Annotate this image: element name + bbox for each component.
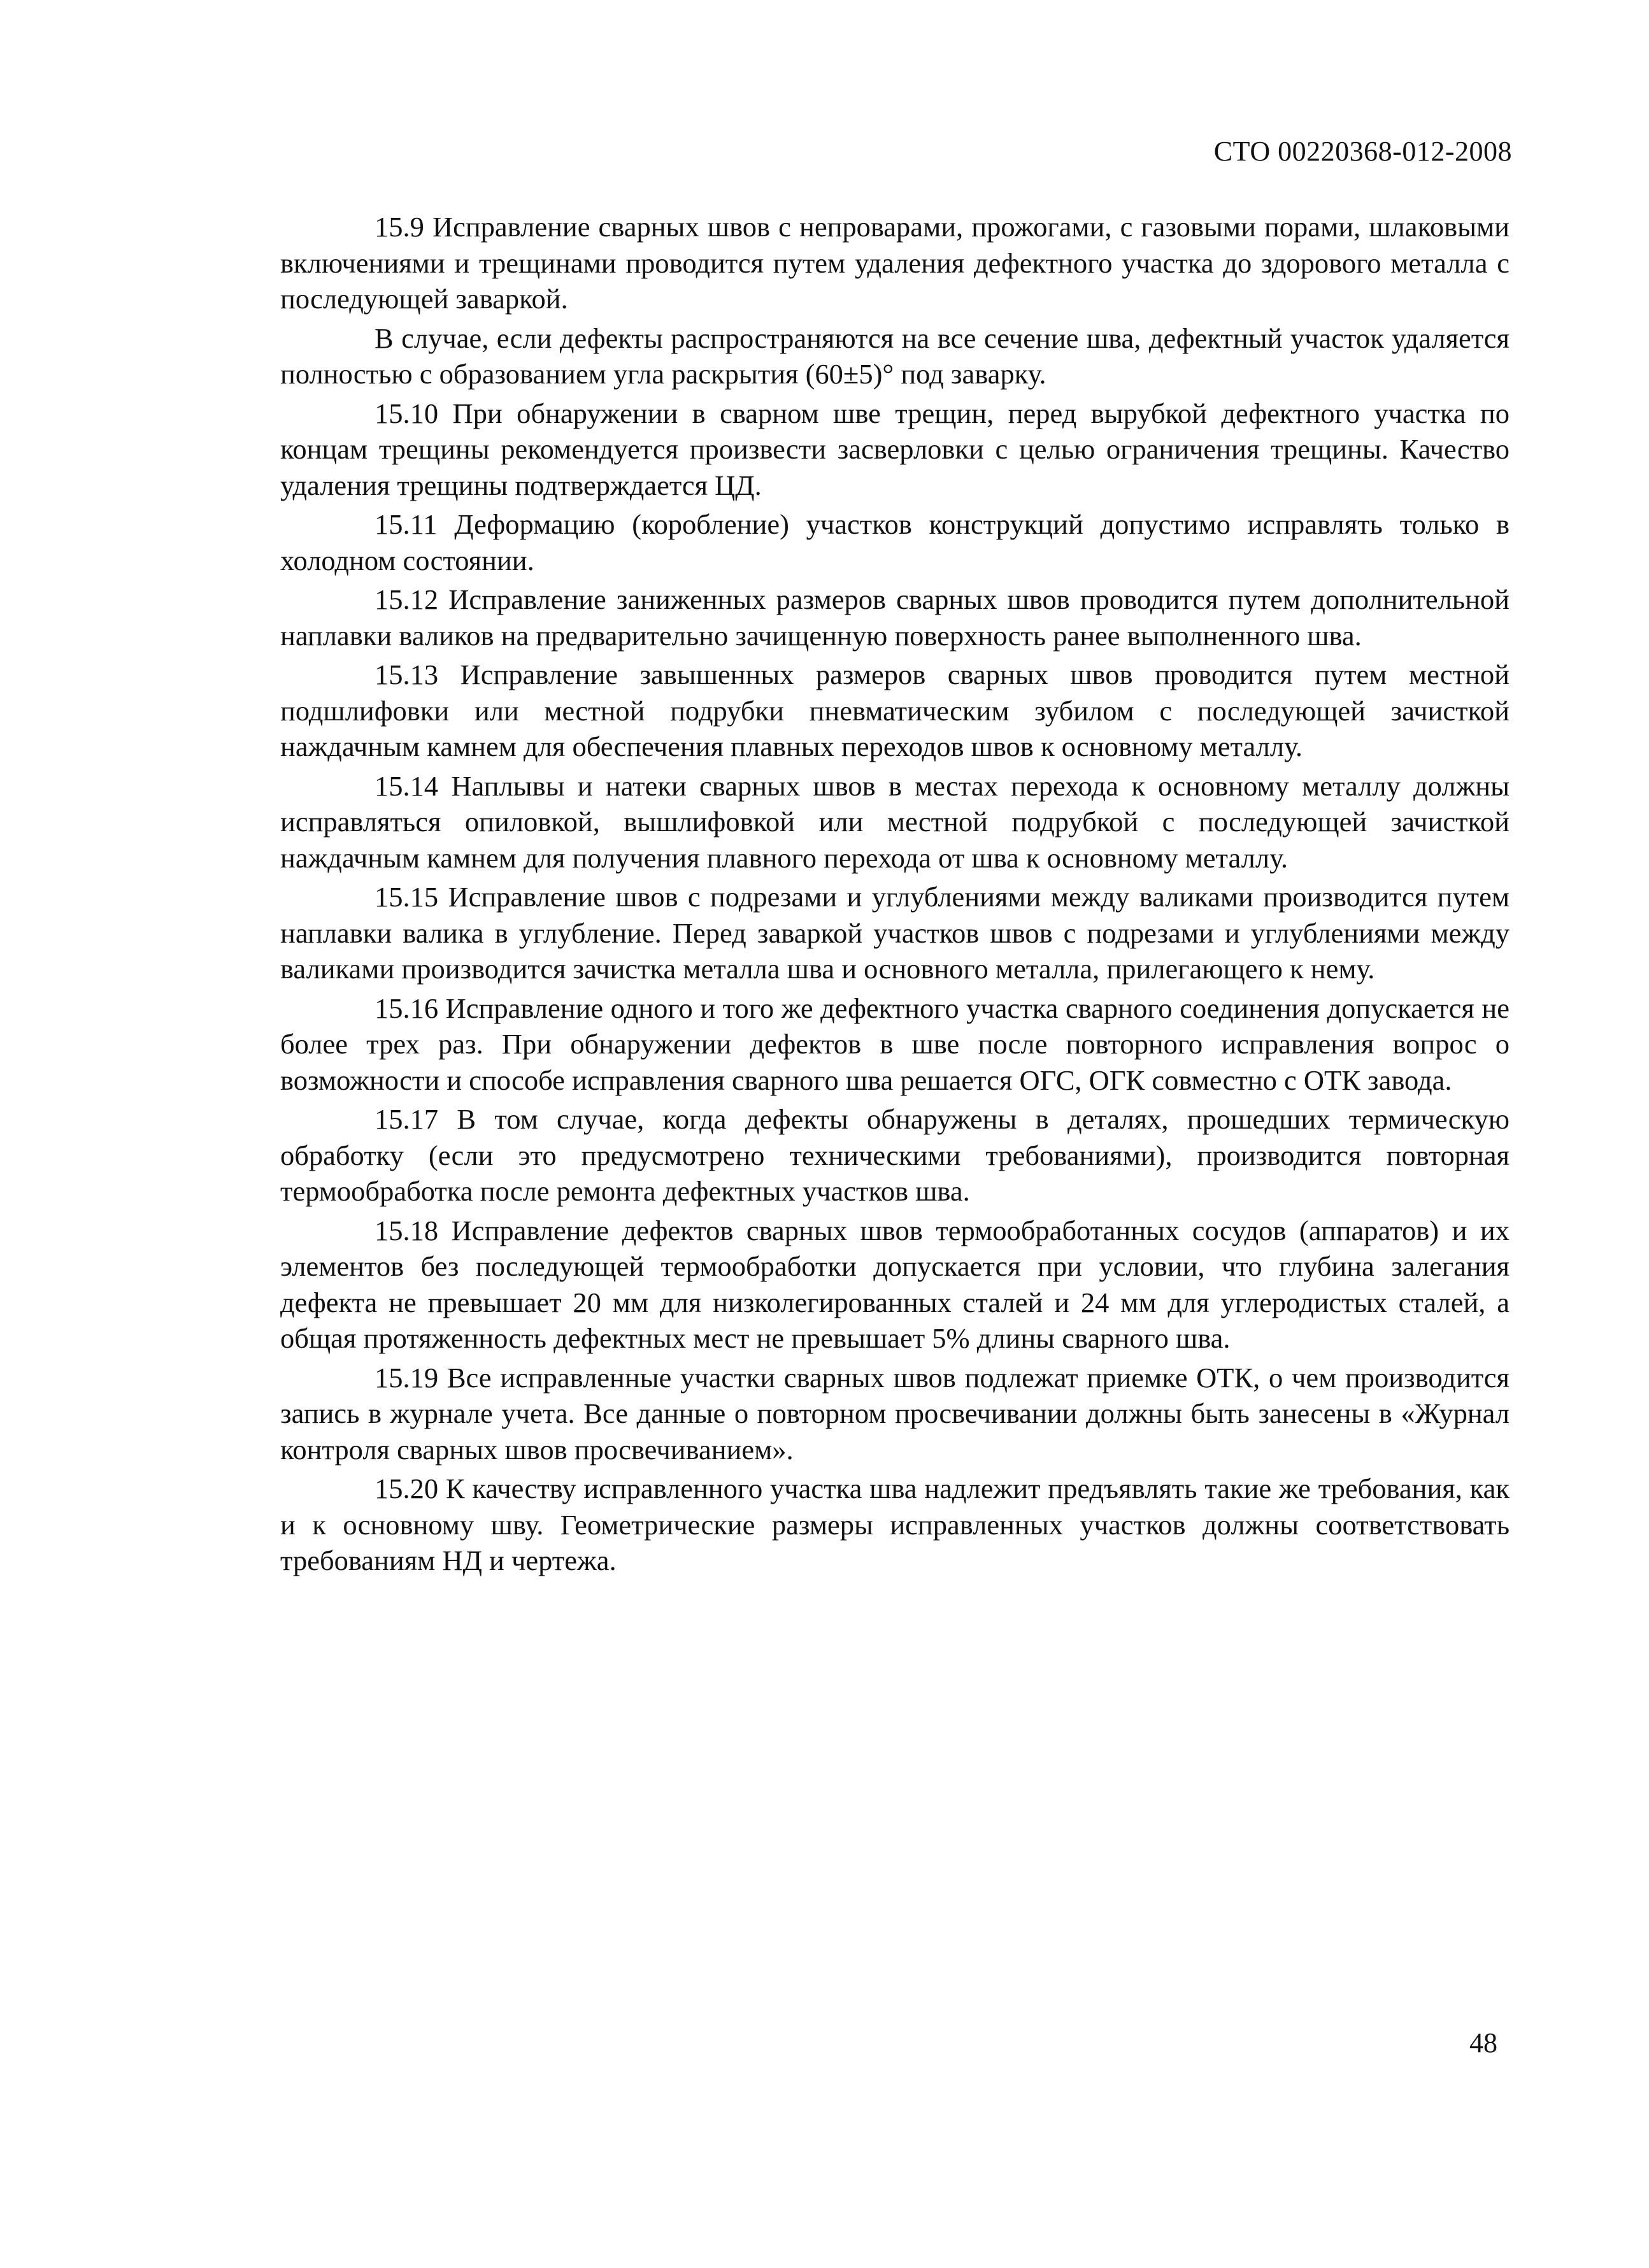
paragraph-15-9-continuation: В случае, если дефекты распространяются на все сечение шва, дефектный участок удаляется полностью с образованием угла раскрытия (60±5)° под заварку. xyxy=(280,322,1510,390)
paragraph-15-17: 15.17 В том случае, когда дефекты обнаружены в деталях, прошедших термическую обработку (если это предусмотрено техническими требованиями), производится повторная термообработка после ремонта дефектных участков шва. xyxy=(280,1103,1510,1207)
paragraph-15-13: 15.13 Исправление завышенных размеров сварных швов проводится путем местной подшлифовки или местной подрубки пневматическим зубилом с последующей зачисткой наждачным камнем для обеспечения плавных переходов швов к основному металлу. xyxy=(280,659,1510,762)
page-number: 48 xyxy=(1469,2027,1497,2058)
paragraph-15-19: 15.19 Все исправленные участки сварных швов подлежат приемке ОТК, о чем производится запись в журнале учета. Все данные о повторном просвечивании должны быть занесены в «Журнал контроля сварных швов просвечиванием». xyxy=(280,1361,1510,1466)
paragraph-15-20: 15.20 К качеству исправленного участка шва надлежит предъявлять такие же требования, как и к основному шву. Геометрические размеры исправленных участков должны соответствовать требованиям НД и чертежа. xyxy=(280,1473,1510,1576)
document-code: СТО 00220368-012-2008 xyxy=(1213,136,1512,167)
document-body xyxy=(280,209,1510,1582)
paragraph-15-9: 15.9 Исправление сварных швов с непроварами, прожогами, с газовыми порами, шлаковыми включениями и трещинами проводится путем удаления дефектного участка до здорового металла с последующей заваркой. xyxy=(280,211,1510,315)
paragraph-15-12: 15.12 Исправление заниженных размеров сварных швов проводится путем дополнительной наплавки валиков на предварительно зачищенную поверхность ранее выполненного шва. xyxy=(280,583,1510,652)
paragraph-15-14: 15.14 Наплывы и натеки сварных швов в местах перехода к основному металлу должны исправляться опиловкой, вышлифовкой или местной подрубкой с последующей зачисткой наждачным камнем для получения плавного перехода от шва к основному металлу. xyxy=(280,769,1510,874)
paragraph-15-10: 15.10 При обнаружении в сварном шве трещин, перед вырубкой дефектного участка по концам трещины рекомендуется произвести засверловки с целью ограничения трещины. Качество удаления трещины подтверждается ЦД. xyxy=(280,397,1510,501)
paragraph-15-18: 15.18 Исправление дефектов сварных швов термообработанных сосудов (аппаратов) и их элементов без последующей термообработки допускается при условии, что глубина залегания дефекта не превышает 20 мм для низколегированных сталей и 24 мм для углеродистых сталей, а общая протяженность дефектных мест не превышает 5% длины сварного шва. xyxy=(280,1214,1510,1354)
paragraph-15-16: 15.16 Исправление одного и того же дефектного участка сварного соединения допускается не более трех раз. При обнаружении дефектов в шве после повторного исправления вопрос о возможности и способе исправления сварного шва решается ОГС, ОГК совместно с ОТК завода. xyxy=(280,992,1510,1096)
paragraph-15-11: 15.11 Деформацию (коробление) участков конструкций допустимо исправлять только в холодном состоянии. xyxy=(280,508,1510,576)
paragraph-15-15: 15.15 Исправление швов с подрезами и углублениями между валиками производится путем наплавки валика в углубление. Перед заваркой участков швов с подрезами и углублениями между валиками производится зачистка металла шва и основного металла, прилегающего к нему. xyxy=(280,881,1510,985)
